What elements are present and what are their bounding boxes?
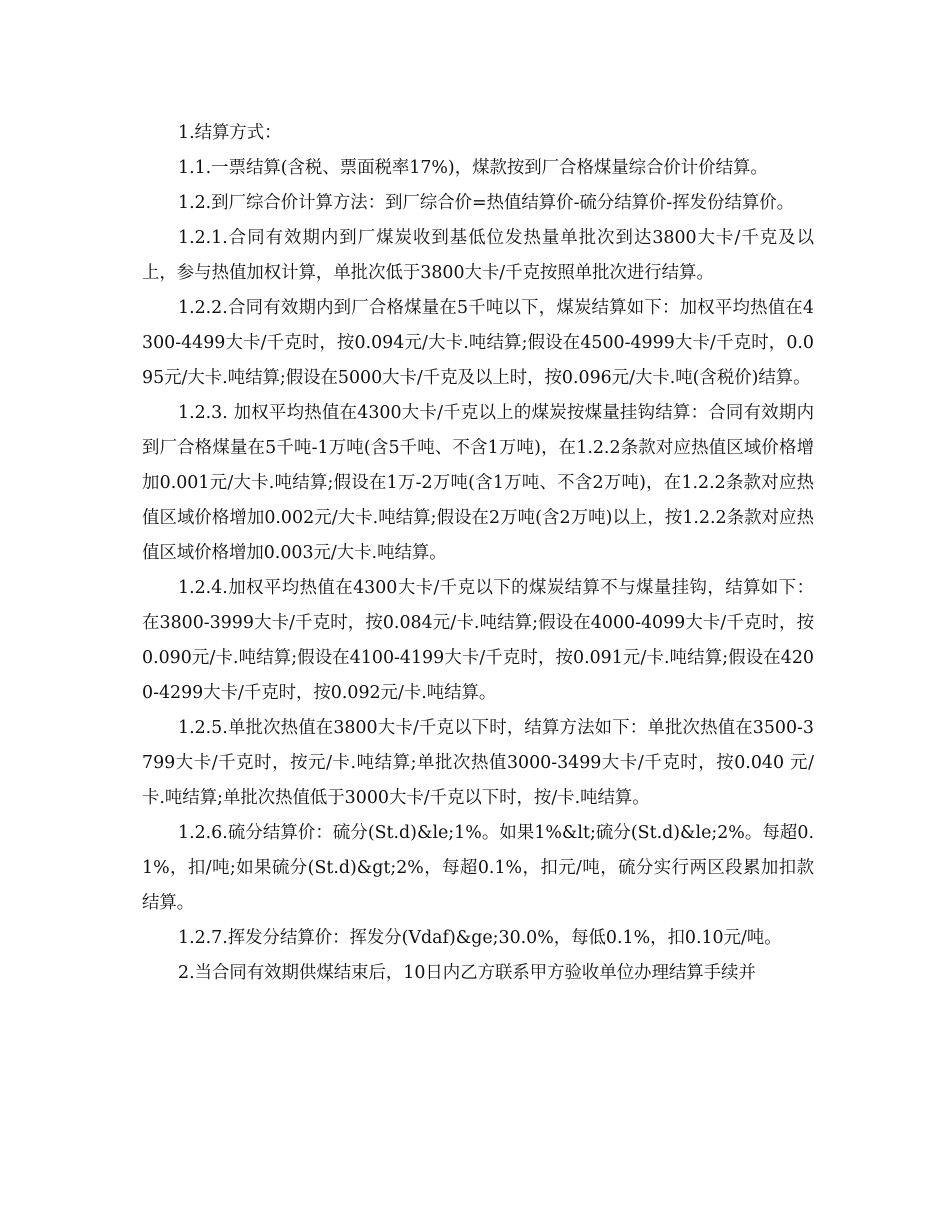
- paragraph-1-2-4: 1.2.4.加权平均热值在4300大卡/千克以下的煤炭结算不与煤量挂钩，结算如下：在3800-3999大卡/千克时，按0.084元/卡.吨结算;假设在4000-4099大卡/千克时，按0.090元/卡.吨结算;假设在4100-4199大卡/千克时，按0.091元/卡.吨结算;假设在4200-4299大卡/千克时，按0.092元/卡.吨结算。: [142, 578, 814, 703]
- paragraph-1-2-6: 1.2.6.硫分结算价：硫分(St.d)&le;1%。如果1%&lt;硫分(St.d)&le;2%。每超0.1%，扣/吨;如果硫分(St.d)&gt;2%，每超0.1%，扣元/吨，硫分实行两区段累加扣款结算。: [142, 823, 814, 913]
- paragraph-1-2-3: 1.2.3. 加权平均热值在4300大卡/千克以上的煤炭按煤量挂钩结算：合同有效期内到厂合格煤量在5千吨-1万吨(含5千吨、不含1万吨)，在1.2.2条款对应热值区域价格增加0.001元/大卡.吨结算;假设在1万-2万吨(含1万吨、不含2万吨)，在1.2.2条款对应热值区域价格增加0.002元/大卡.吨结算;假设在2万吨(含2万吨)以上，按1.2.2条款对应热值区域价格增加0.003元/大卡.吨结算。: [142, 403, 814, 563]
- paragraph-1-2-5: 1.2.5.单批次热值在3800大卡/千克以下时，结算方法如下：单批次热值在3500-3799大卡/千克时，按元/卡.吨结算;单批次热值3000-3499大卡/千克时，按0.040 元/卡.吨结算;单批次热值低于3000大卡/千克以下时，按/卡.吨结算。: [142, 718, 814, 808]
- paragraph-1-2-2: 1.2.2.合同有效期内到厂合格煤量在5千吨以下，煤炭结算如下：加权平均热值在4300-4499大卡/千克时，按0.094元/大卡.吨结算;假设在4500-4999大卡/千克时，0.095元/大卡.吨结算;假设在5000大卡/千克及以上时，按0.096元/大卡.吨(含税价)结算。: [142, 298, 814, 388]
- paragraph-1-2: 1.2.到厂综合价计算方法：到厂综合价=热值结算价-硫分结算价-挥发份结算价。: [178, 193, 795, 213]
- paragraph-1-2-7: 1.2.7.挥发分结算价：挥发分(Vdaf)&ge;30.0%，每低0.1%，扣0.10元/吨。: [178, 928, 782, 948]
- paragraph-settlement-method: 1.结算方式：: [178, 123, 282, 143]
- paragraph-1-1: 1.1.一票结算(含税、票面税率17%)，煤款按到厂合格煤量综合价计价结算。: [178, 158, 768, 178]
- paragraph-2: 2.当合同有效期供煤结束后，10日内乙方联系甲方验收单位办理结算手续并: [178, 963, 756, 983]
- paragraph-1-2-1: 1.2.1.合同有效期内到厂煤炭收到基低位发热量单批次到达3800大卡/千克及以上，参与热值加权计算，单批次低于3800大卡/千克按照单批次进行结算。: [142, 228, 814, 283]
- document-body: [142, 116, 814, 991]
